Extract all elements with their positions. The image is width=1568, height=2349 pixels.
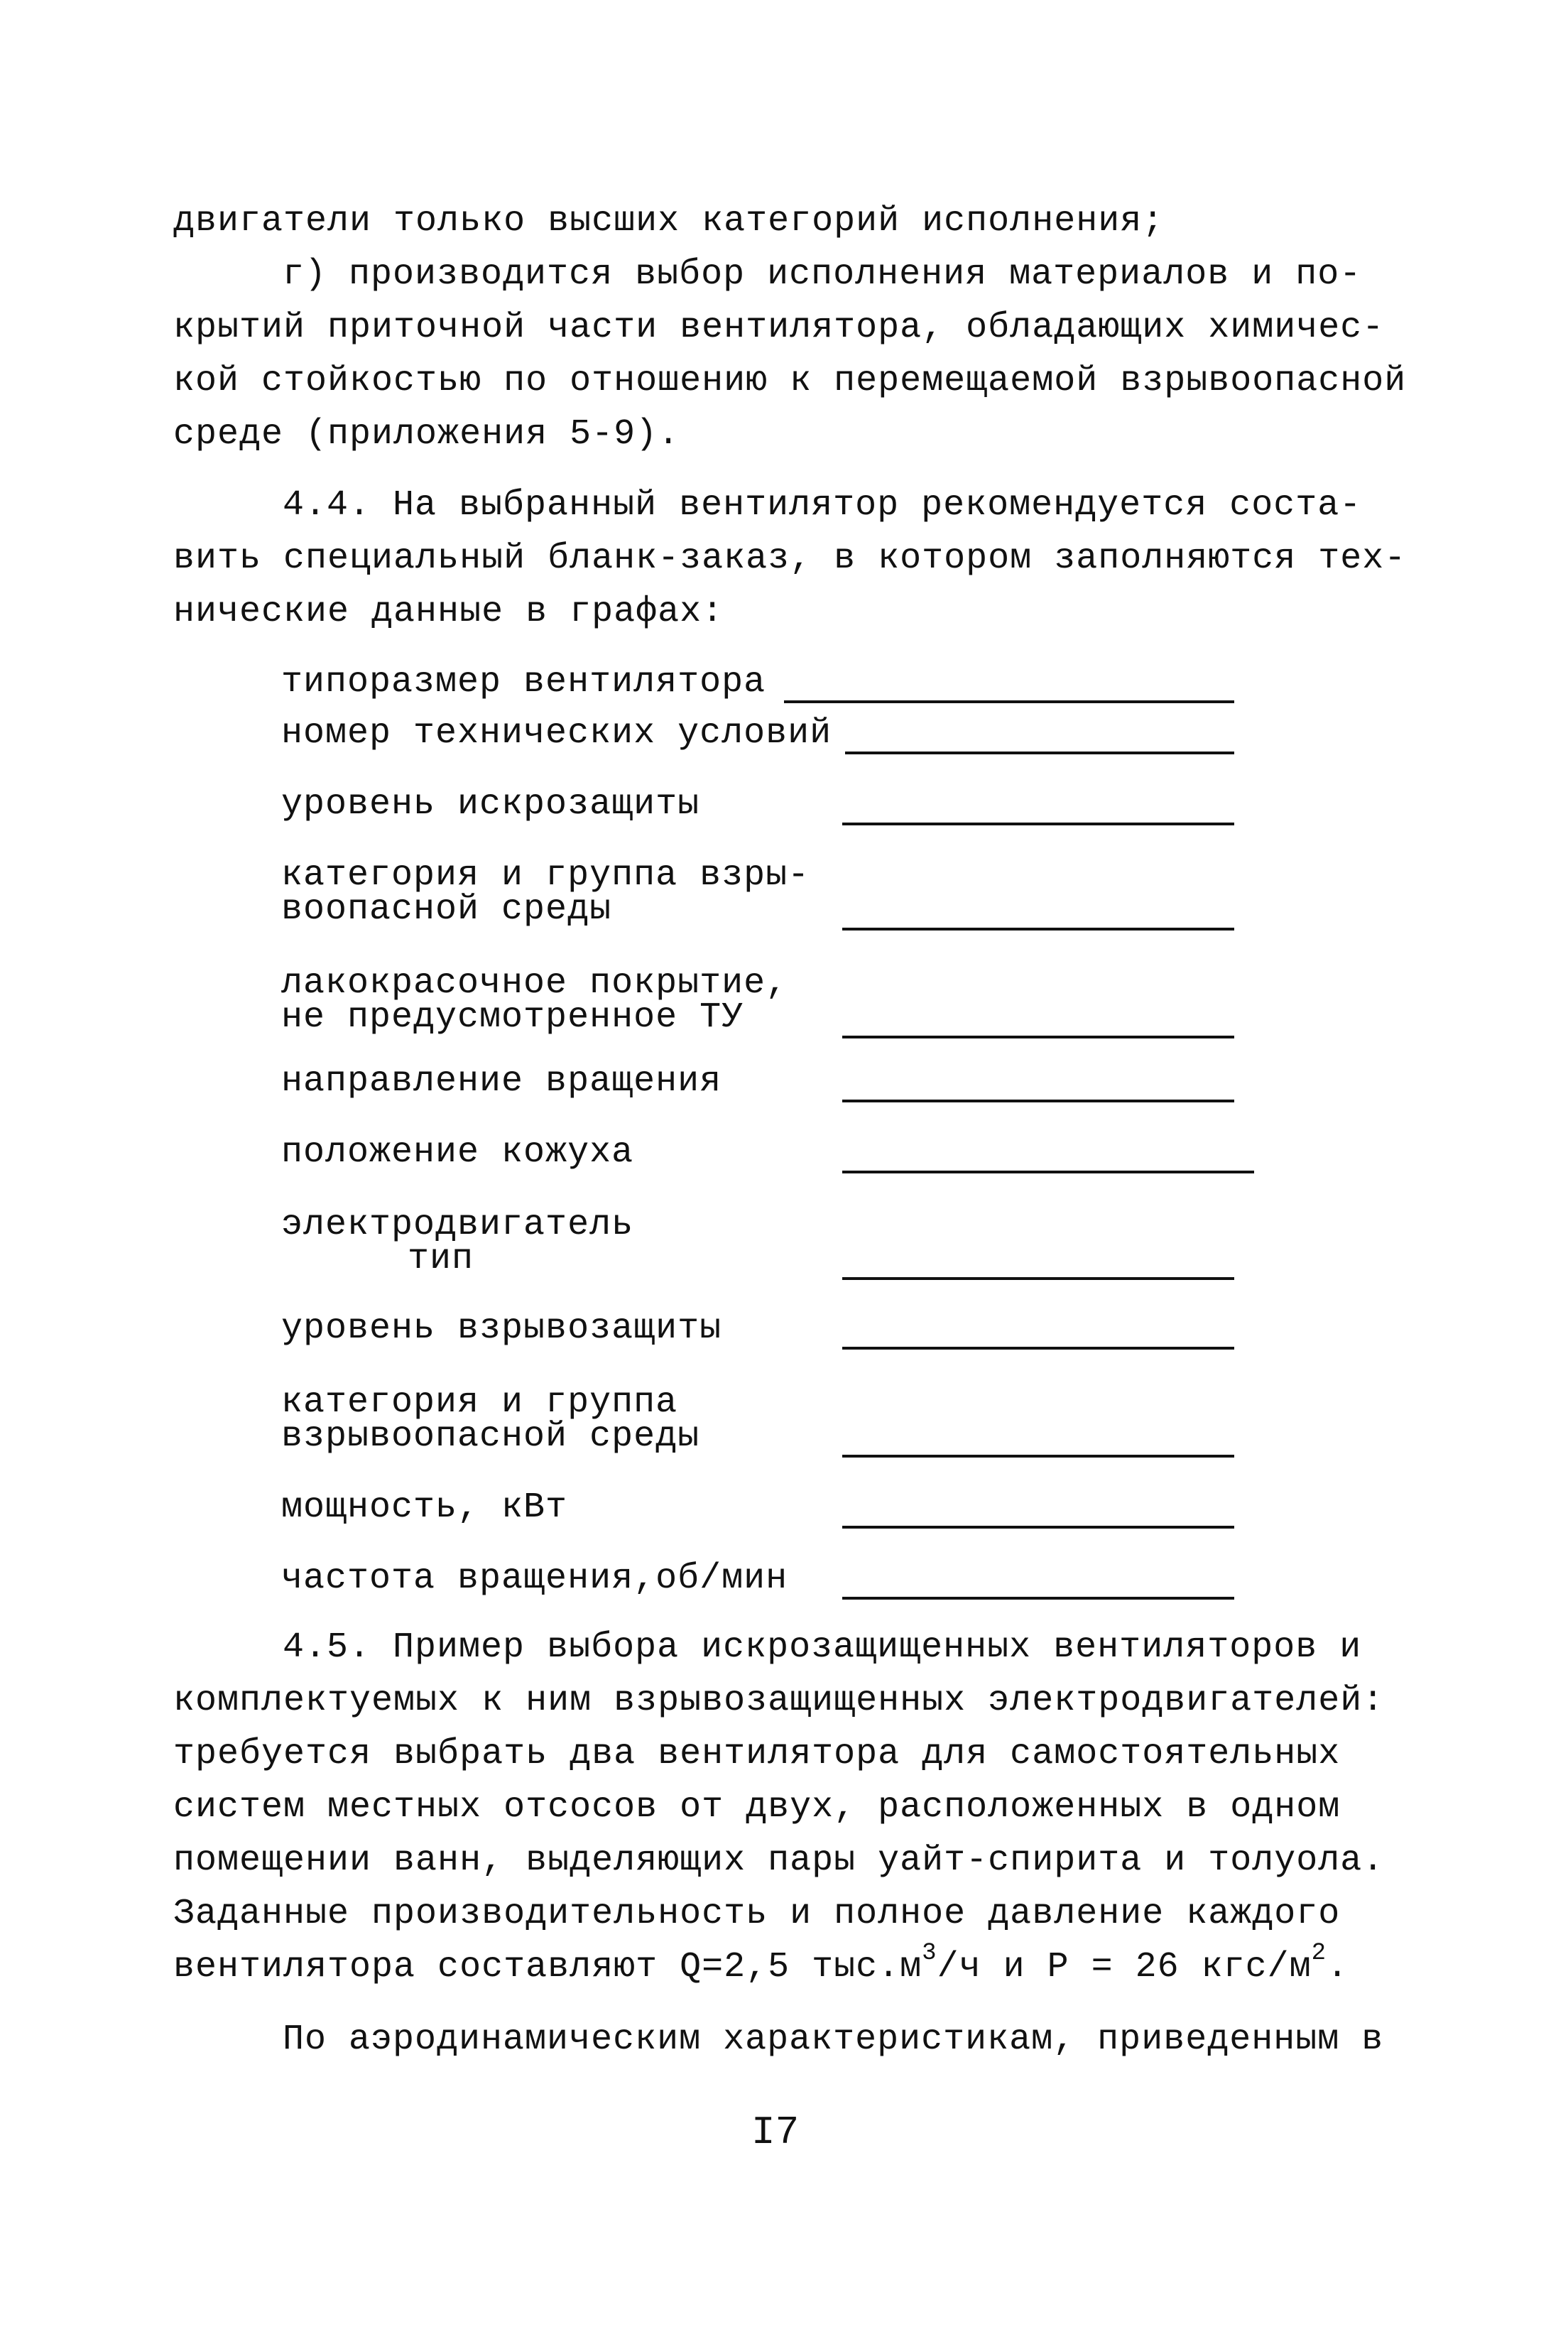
form-field-blank[interactable] — [842, 1277, 1234, 1280]
formula-text: вентилятора составляют Q=2,5 тыс.м — [173, 1947, 922, 1987]
text-line: комплектуемых к ним взрывозащищенных электродвигателей: — [173, 1681, 1385, 1721]
text-line: систем местных отсосов от двух, расположенных в одном — [173, 1787, 1341, 1828]
page-number: I7 — [751, 2110, 800, 2155]
superscript: 3 — [922, 1940, 937, 1968]
form-field-label: тип — [408, 1239, 474, 1279]
form-field-blank[interactable] — [842, 1100, 1234, 1102]
form-field-blank[interactable] — [842, 1036, 1234, 1038]
form-field-label: типоразмер вентилятора — [281, 662, 766, 702]
text-line: 4.5. Пример выбора искрозащищенных вентиляторов и — [283, 1627, 1362, 1668]
text-line: Заданные производительность и полное давление каждого — [173, 1894, 1341, 1934]
text-line: г) производится выбор исполнения материалов и по- — [283, 254, 1362, 295]
form-field-label: лакокрасочное покрытие, — [281, 963, 788, 1004]
form-field-label: номер технических условий — [281, 713, 832, 754]
formula-text: /ч и Р = 26 кгс/м — [937, 1947, 1312, 1987]
form-field-blank[interactable] — [845, 752, 1234, 754]
text-line: По аэродинамическим характеристикам, приведенным в — [283, 2019, 1384, 2060]
form-field-label: не предусмотренное ТУ — [281, 997, 744, 1038]
formula-line — [173, 1940, 1349, 1989]
text-line: 4.4. На выбранный вентилятор рекомендуется соста- — [283, 485, 1362, 526]
form-field-label: взрывоопасной среды — [281, 1416, 700, 1457]
form-field-blank[interactable] — [784, 700, 1234, 703]
text-line: нические данные в графах: — [173, 592, 724, 632]
form-field-label: воопасной среды — [281, 889, 612, 930]
form-field-label: частота вращения,об/мин — [281, 1558, 788, 1599]
formula-text: . — [1327, 1947, 1349, 1987]
form-field-label: уровень взрывозащиты — [281, 1308, 722, 1349]
form-field-blank[interactable] — [842, 1347, 1234, 1350]
form-field-blank[interactable] — [842, 1455, 1234, 1458]
form-field-label: категория и группа взры- — [281, 855, 810, 896]
form-field-label: мощность, кВт — [281, 1487, 568, 1528]
text-line: кой стойкостью по отношению к перемещаемой взрывоопасной — [173, 361, 1407, 401]
form-field-blank[interactable] — [842, 928, 1234, 931]
form-field-label: категория и группа — [281, 1382, 678, 1423]
text-line: вить специальный бланк-заказ, в котором заполняются тех- — [173, 538, 1407, 579]
form-field-blank[interactable] — [842, 1526, 1234, 1529]
text-line: крытий приточной части вентилятора, обладающих химичес- — [173, 308, 1385, 348]
form-field-blank[interactable] — [842, 823, 1234, 825]
form-field-label: электродвигатель — [281, 1205, 634, 1245]
form-field-blank[interactable] — [842, 1171, 1254, 1173]
form-field-label: уровень искрозащиты — [281, 784, 700, 825]
superscript: 2 — [1311, 1940, 1327, 1968]
form-field-label: положение кожуха — [281, 1132, 634, 1173]
text-line: двигатели только высших категорий исполнения; — [173, 201, 1165, 242]
form-field-blank[interactable] — [842, 1597, 1234, 1600]
text-line: среде (приложения 5-9). — [173, 414, 680, 455]
form-field-label: направление вращения — [281, 1061, 722, 1102]
text-line: помещении ванн, выделяющих пары уайт-спирита и толуола. — [173, 1840, 1385, 1881]
text-line: требуется выбрать два вентилятора для самостоятельных — [173, 1734, 1341, 1774]
